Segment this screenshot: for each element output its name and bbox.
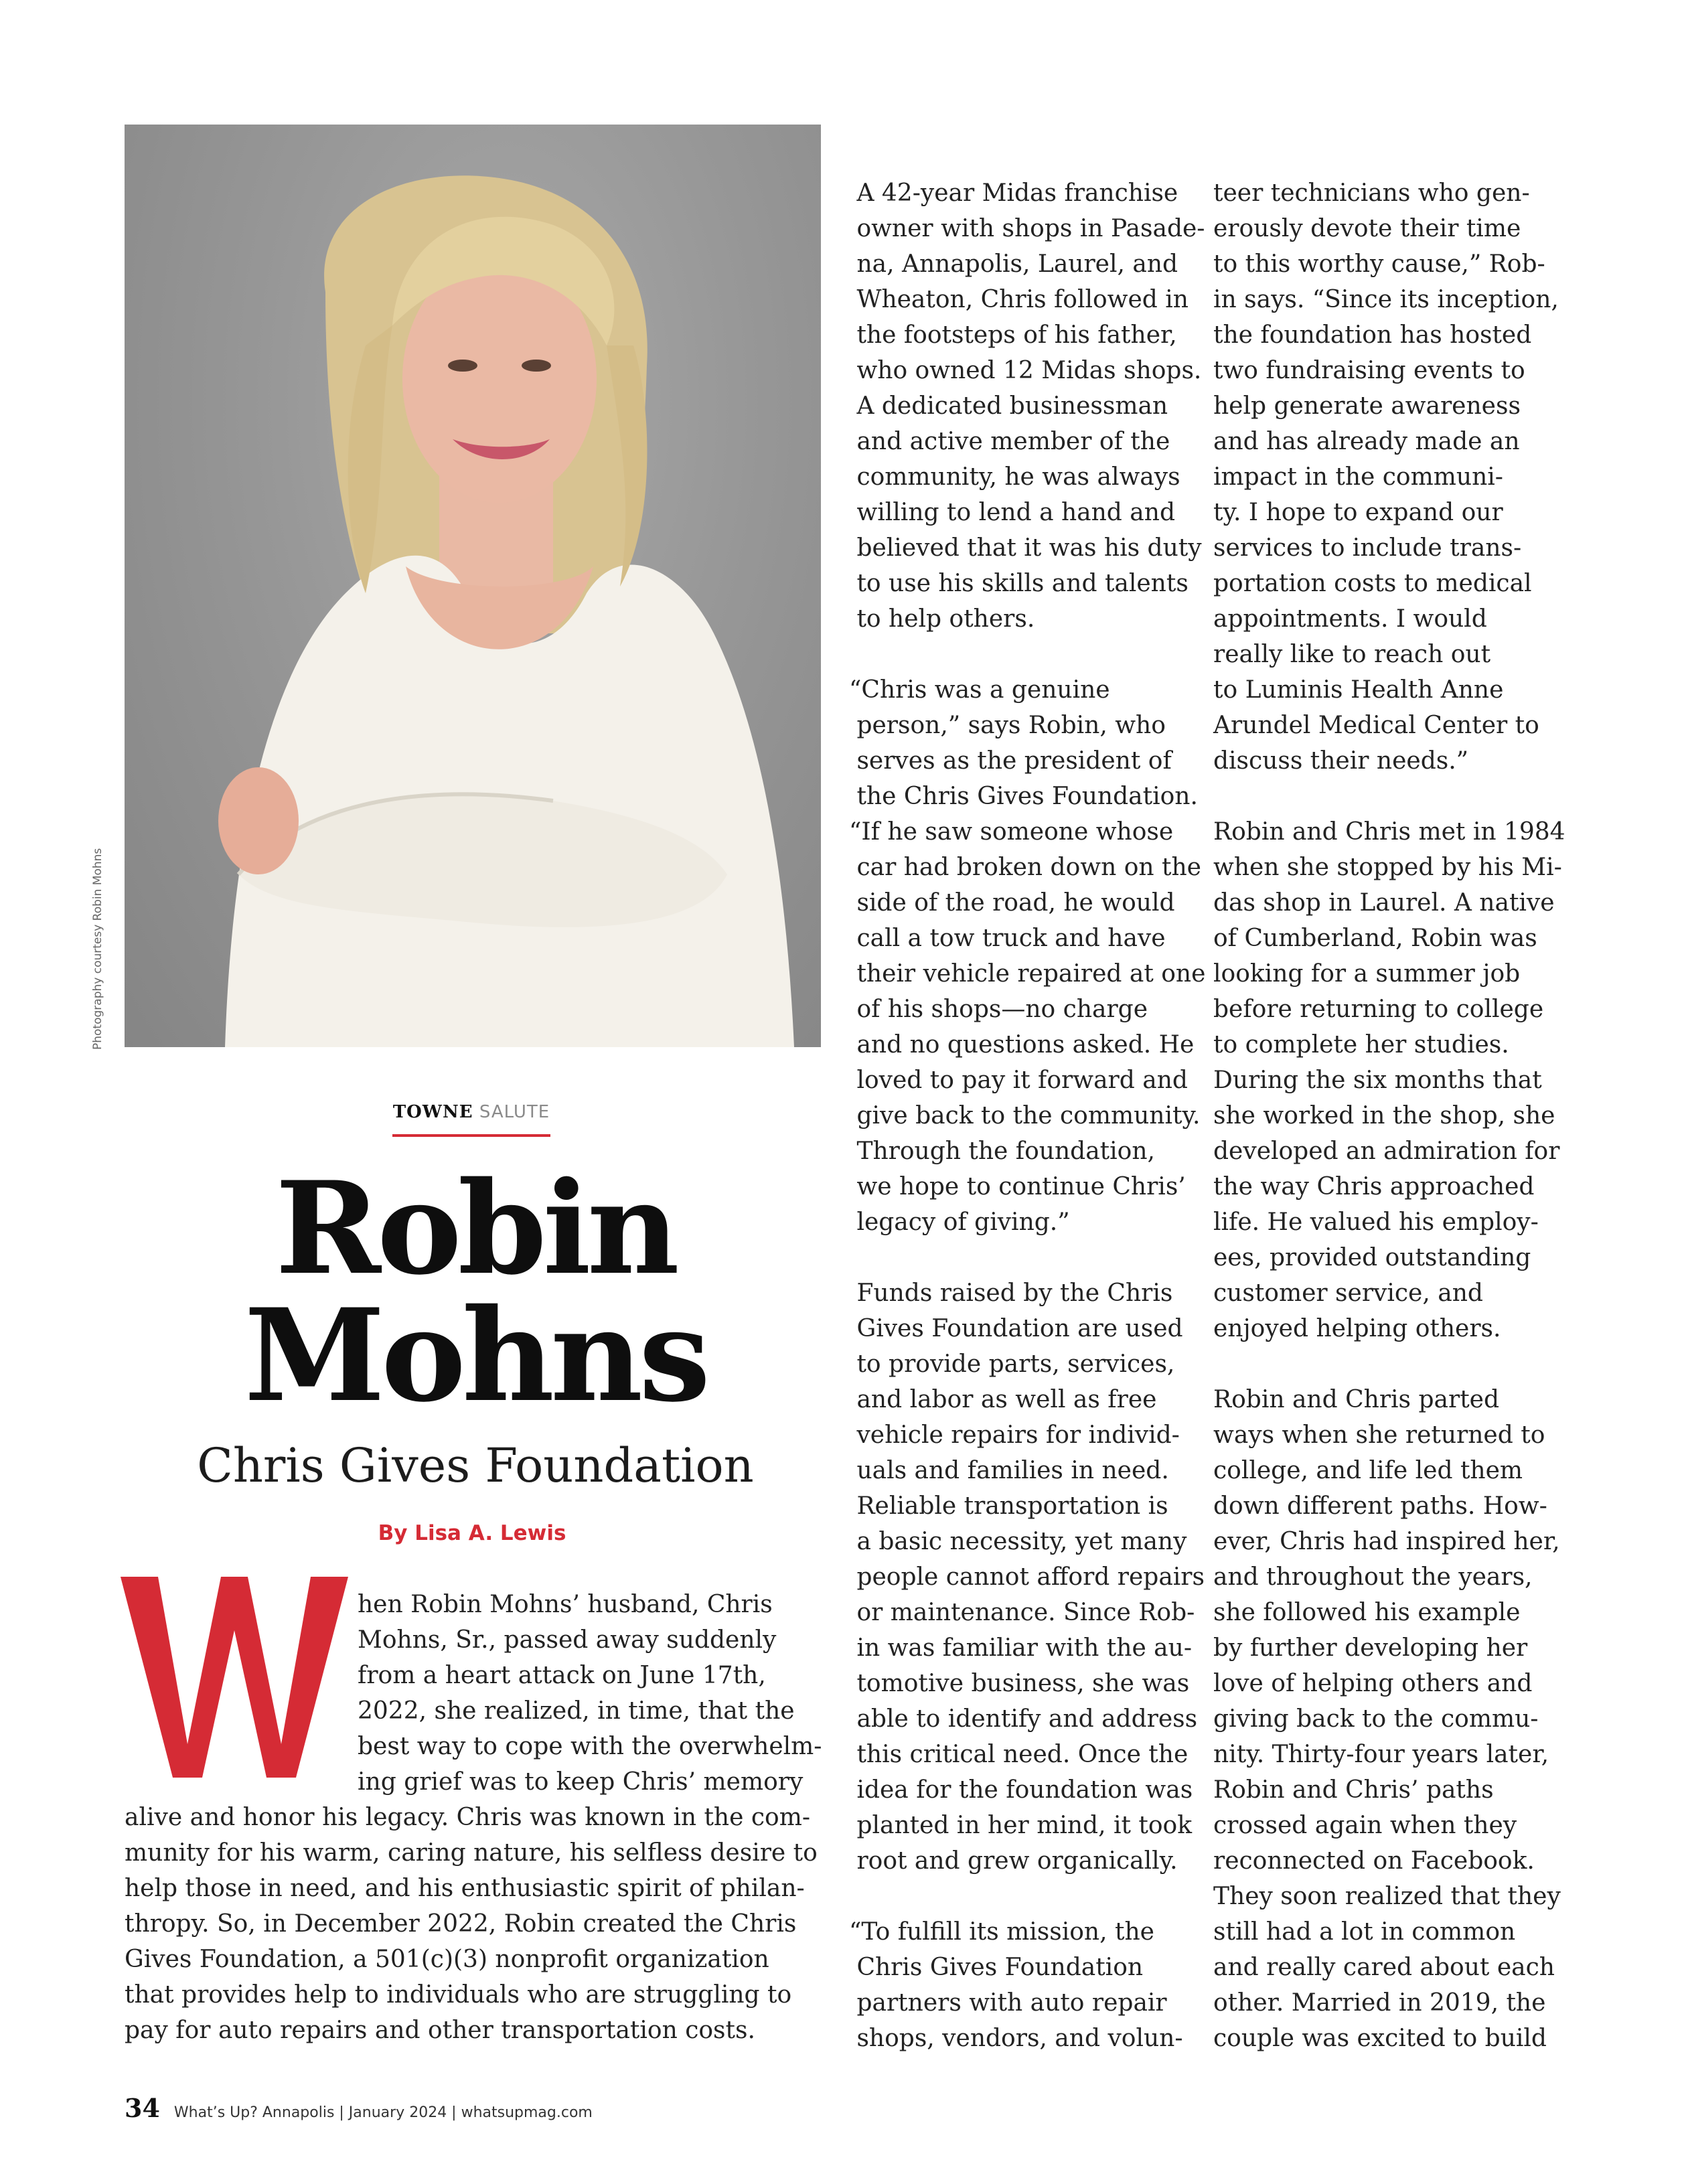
article-subtitle: Chris Gives Foundation (197, 1438, 754, 1493)
text-line: to this worthy cause,” Rob- (1213, 250, 1545, 278)
text-line: down different paths. How- (1213, 1492, 1547, 1520)
title-line-2: Mohns (244, 1281, 707, 1430)
text-line: Arundel Medical Center to (1213, 712, 1539, 739)
text-line: a basic necessity, yet many (849, 1528, 1187, 1555)
text-line: who owned 12 Midas shops. (849, 357, 1202, 384)
section-kicker (392, 1102, 550, 1122)
text-line: and really cared about each (1213, 1954, 1555, 1981)
text-line: Gives Foundation, a 501(c)(3) nonprofit organization (125, 1946, 769, 1973)
text-line: we hope to continue Chris’ (849, 1173, 1186, 1200)
text-line: and active member of the (849, 428, 1170, 455)
text-line: “Chris was a genuine (849, 676, 1110, 704)
text-line: the way Chris approached (1213, 1173, 1535, 1200)
text-line: legacy of giving.” (849, 1208, 1070, 1236)
text-line: able to identify and address (849, 1705, 1198, 1733)
text-line: before returning to college (1213, 996, 1544, 1023)
text-line: she followed his example (1213, 1599, 1521, 1626)
text-line: help generate awareness (1213, 392, 1521, 420)
text-line: appointments. I would (1213, 605, 1487, 633)
text-line: A 42-year Midas franchise (849, 179, 1178, 207)
text-line: love of helping others and (1213, 1670, 1533, 1697)
article-column-2 (849, 175, 1205, 2056)
title-line-1: Robin (275, 1154, 676, 1303)
text-line: erously devote their time (1213, 215, 1521, 242)
text-line: root and grew organically. (849, 1847, 1178, 1875)
text-line: she worked in the shop, she (1213, 1102, 1555, 1129)
text-line: vehicle repairs for individ- (849, 1421, 1180, 1449)
text-line: das shop in Laurel. A native (1213, 889, 1555, 917)
text-line: partners with auto repair (849, 1989, 1167, 2017)
text-line: best way to cope with the overwhelm- (358, 1733, 822, 1760)
text-line: Gives Foundation are used (849, 1315, 1183, 1342)
text-line: give back to the community. (849, 1102, 1201, 1129)
drop-cap-letter (121, 1577, 348, 1778)
text-line: call a tow truck and have (849, 925, 1166, 952)
text-line: services to include trans- (1213, 534, 1522, 562)
text-line: to Luminis Health Anne (1213, 676, 1504, 704)
text-line: people cannot afford repairs (849, 1563, 1205, 1591)
text-line: other. Married in 2019, the (1213, 1989, 1546, 2017)
text-line: from a heart attack on June 17th, (358, 1662, 766, 1689)
text-line: to complete her studies. (1213, 1031, 1509, 1059)
text-line: or maintenance. Since Rob- (849, 1599, 1195, 1626)
text-line: help those in need, and his enthusiastic spirit of philan- (125, 1875, 805, 1902)
text-line: ees, provided outstanding (1213, 1244, 1531, 1271)
text-line: Robin and Chris met in 1984 (1213, 818, 1565, 846)
text-line: discuss their needs.” (1213, 747, 1469, 775)
text-line: their vehicle repaired at one (849, 960, 1206, 988)
text-line: and throughout the years, (1213, 1563, 1533, 1591)
text-line: Robin and Chris parted (1213, 1386, 1500, 1413)
intro-lines-full (125, 1800, 818, 2048)
text-line: looking for a summer job (1213, 960, 1521, 988)
text-line: and has already made an (1213, 428, 1520, 455)
text-line: Through the foundation, (849, 1138, 1155, 1165)
text-line: in says. “Since its inception, (1213, 286, 1559, 313)
text-line: that provides help to individuals who are struggling to (125, 1981, 792, 2009)
text-line: Chris Gives Foundation (849, 1954, 1144, 1981)
text-line: believed that it was his duty (849, 534, 1202, 562)
text-line (1213, 1346, 1565, 1382)
portrait-illustration (125, 125, 821, 1047)
text-line: pay for auto repairs and other transportation costs. (125, 2017, 755, 2044)
text-line: the footsteps of his father, (849, 321, 1177, 349)
text-line: college, and life led them (1213, 1457, 1523, 1484)
drop-cap (121, 1577, 348, 1791)
text-line: uals and families in need. (849, 1457, 1169, 1484)
text-line: Funds raised by the Chris (849, 1279, 1173, 1307)
text-line: and no questions asked. He (849, 1031, 1195, 1059)
text-line: portation costs to medical (1213, 570, 1532, 597)
text-line: life. He valued his employ- (1213, 1208, 1539, 1236)
article-column-3 (1213, 175, 1565, 2056)
text-line: when she stopped by his Mi- (1213, 854, 1562, 881)
page-number: 34 (125, 2093, 160, 2123)
text-line: planted in her mind, it took (849, 1812, 1193, 1839)
footer-text: What’s Up? Annapolis | January 2024 | whatsupmag.com (173, 2104, 593, 2121)
text-line: shops, vendors, and volun- (849, 2025, 1183, 2052)
text-line: owner with shops in Pasade- (849, 215, 1205, 242)
text-line: ing grief was to keep Chris’ memory (358, 1768, 804, 1796)
kicker-light: SALUTE (479, 1102, 550, 1122)
text-line: person,” says Robin, who (849, 712, 1166, 739)
text-line: really like to reach out (1213, 641, 1491, 668)
page-footer (125, 2093, 593, 2123)
text-line: to help others. (849, 605, 1035, 633)
text-line (849, 1879, 1205, 1914)
text-line: Reliable transportation is (849, 1492, 1168, 1520)
text-line: enjoyed helping others. (1213, 1315, 1501, 1342)
kicker-rule (392, 1134, 550, 1137)
text-line: the foundation has hosted (1213, 321, 1532, 349)
text-line: reconnected on Facebook. (1213, 1847, 1535, 1875)
text-line: serves as the president of (849, 747, 1172, 775)
text-line: thropy. So, in December 2022, Robin created the Chris (125, 1910, 797, 1938)
text-line (849, 1240, 1205, 1275)
text-line: During the six months that (1213, 1067, 1542, 1094)
text-line: They soon realized that they (1213, 1883, 1561, 1910)
kicker-bold: TOWNE (392, 1102, 473, 1122)
text-line: car had broken down on the (849, 854, 1201, 881)
text-line: alive and honor his legacy. Chris was known in the com- (125, 1804, 810, 1831)
text-line: still had a lot in common (1213, 1918, 1516, 1946)
text-line: the Chris Gives Foundation. (849, 783, 1198, 810)
text-line: giving back to the commu- (1213, 1705, 1539, 1733)
text-line: nity. Thirty-four years later, (1213, 1741, 1549, 1768)
text-line: hen Robin Mohns’ husband, Chris (358, 1591, 773, 1618)
text-line: Mohns, Sr., passed away suddenly (358, 1626, 777, 1654)
text-line: crossed again when they (1213, 1812, 1517, 1839)
text-line: willing to lend a hand and (849, 499, 1175, 526)
text-line (1213, 779, 1565, 814)
text-line: “If he saw someone whose (849, 818, 1174, 846)
text-line: in was familiar with the au- (849, 1634, 1192, 1662)
text-line: 2022, she realized, in time, that the (358, 1697, 795, 1725)
text-line: developed an admiration for (1213, 1138, 1560, 1165)
text-line: Wheaton, Chris followed in (849, 286, 1189, 313)
text-line: “To fulfill its mission, the (849, 1918, 1154, 1946)
intro-lines-beside-dropcap (358, 1587, 822, 1800)
text-line: side of the road, he would (849, 889, 1175, 917)
text-line: to use his skills and talents (849, 570, 1189, 597)
text-line: this critical need. Once the (849, 1741, 1189, 1768)
text-line: teer technicians who gen- (1213, 179, 1530, 207)
text-line: na, Annapolis, Laurel, and (849, 250, 1178, 278)
text-line (849, 637, 1205, 672)
text-line: idea for the foundation was (849, 1776, 1193, 1804)
text-line: loved to pay it forward and (849, 1067, 1188, 1094)
text-line: ty. I hope to expand our (1213, 499, 1503, 526)
article-title (201, 1154, 750, 1430)
text-line: ever, Chris had inspired her, (1213, 1528, 1560, 1555)
text-line: tomotive business, she was (849, 1670, 1190, 1697)
text-line: Robin and Chris’ paths (1213, 1776, 1494, 1804)
portrait-photo (125, 125, 821, 1047)
text-line: two fundraising events to (1213, 357, 1525, 384)
byline: By Lisa A. Lewis (378, 1521, 566, 1545)
text-line: to provide parts, services, (849, 1350, 1175, 1378)
text-line: impact in the communi- (1213, 463, 1503, 491)
text-line: and labor as well as free (849, 1386, 1157, 1413)
text-line: of Cumberland, Robin was (1213, 925, 1537, 952)
text-line: of his shops—no charge (849, 996, 1148, 1023)
text-line: customer service, and (1213, 1279, 1483, 1307)
text-line: munity for his warm, caring nature, his selfless desire to (125, 1839, 818, 1867)
text-line: couple was excited to build (1213, 2025, 1547, 2052)
text-line: by further developing her (1213, 1634, 1528, 1662)
text-line: A dedicated businessman (849, 392, 1168, 420)
text-line: ways when she returned to (1213, 1421, 1545, 1449)
text-line: community, he was always (849, 463, 1180, 491)
